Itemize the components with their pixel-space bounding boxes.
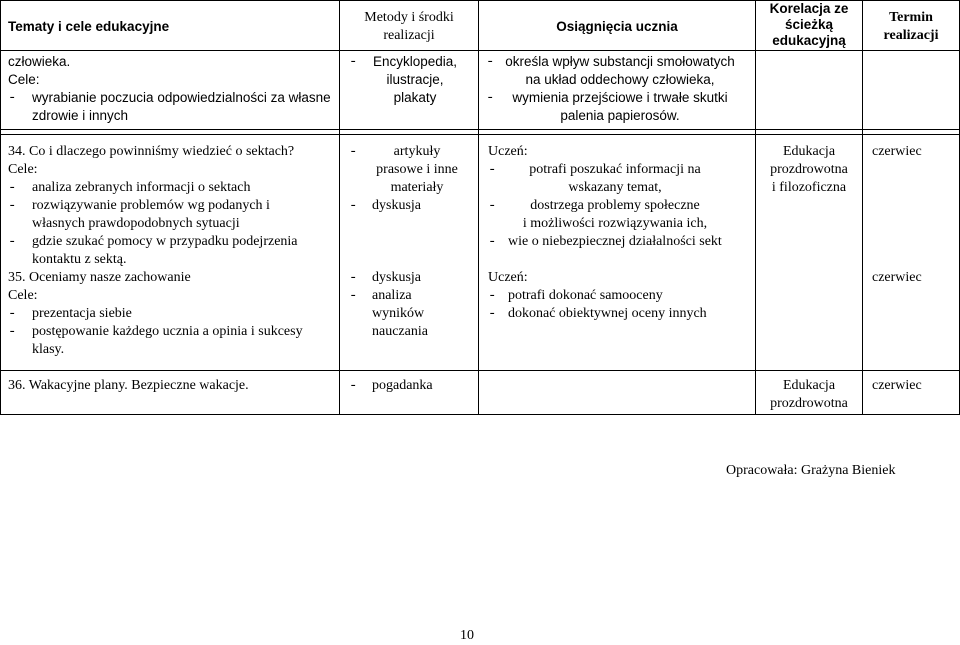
row2-a34-2-dash: - bbox=[488, 198, 497, 214]
row2-m34-4-dash: - bbox=[349, 198, 358, 214]
row2-m35-2-dash: - bbox=[349, 288, 358, 304]
row2-uczen35: Uczeń: bbox=[488, 270, 528, 285]
row2-m34-2: prasowe i inne bbox=[376, 162, 458, 177]
row1-method-line1: Encyklopedia, bbox=[372, 54, 458, 69]
row2-m35-1-dash: - bbox=[349, 270, 358, 286]
header-methods-line1: Metody i środki bbox=[364, 10, 454, 25]
row2-g34-1-dash: - bbox=[8, 180, 17, 196]
col-border-4 bbox=[862, 0, 863, 415]
row1-goal1-line2: zdrowie i innych bbox=[32, 108, 129, 123]
row2-m34-block bbox=[362, 143, 472, 197]
row1-method-line2: ilustracje, bbox=[386, 72, 444, 87]
header-methods-line2: realizacji bbox=[383, 28, 435, 43]
row1-ach1-line2: na układ oddechowy człowieka, bbox=[525, 72, 715, 87]
row1-bottom-border-2 bbox=[0, 134, 960, 135]
header-achievements: Osiągnięcia ucznia bbox=[556, 19, 678, 34]
row1-ach2 bbox=[500, 89, 740, 125]
header-correlation-line2: ścieżką bbox=[784, 17, 834, 32]
header-correlation-line1: Korelacja ze bbox=[769, 1, 849, 16]
row3-kor-1: Edukacja bbox=[782, 378, 836, 393]
row2-m34-4: dyskusja bbox=[372, 198, 421, 213]
row3-method-dash: - bbox=[349, 378, 358, 394]
row2-g34-3b: kontaktu z sektą. bbox=[32, 252, 127, 267]
row3-topic36: 36. Wakacyjne plany. Bezpieczne wakacje. bbox=[8, 378, 249, 393]
row2-a34-1a: potrafi poszukać informacji na bbox=[529, 162, 701, 177]
row2-a34-2-block bbox=[500, 197, 730, 233]
row2-g35-2a: postępowanie każdego ucznia a opinia i sukcesy bbox=[32, 324, 303, 339]
row2-m35-1: dyskusja bbox=[372, 270, 421, 285]
col-border-1 bbox=[339, 0, 340, 415]
row1-method-line3: plakaty bbox=[393, 90, 437, 105]
row1-topic: człowieka. bbox=[8, 54, 71, 69]
row2-a34-1b: wskazany temat, bbox=[568, 180, 662, 195]
row3-method: pogadanka bbox=[372, 378, 433, 393]
row2-g35-2b: klasy. bbox=[32, 342, 65, 357]
row2-a35-1: potrafi dokonać samooceny bbox=[508, 288, 663, 303]
row2-a35-1-dash: - bbox=[488, 288, 497, 304]
row2-g34-2-dash: - bbox=[8, 198, 17, 214]
row1-ach1-line1: określa wpływ substancji smołowatych bbox=[505, 54, 735, 69]
row1-goal1-line1: wyrabianie poczucia odpowiedzialności za własne bbox=[32, 90, 331, 105]
table-bottom-border bbox=[0, 414, 960, 415]
header-term bbox=[863, 9, 959, 45]
row3-kor bbox=[756, 377, 862, 413]
row2-g35-2-dash: - bbox=[8, 324, 17, 340]
row2-a34-3: wie o niebezpiecznej działalności sekt bbox=[508, 234, 722, 249]
row2-m35-2: analiza bbox=[372, 288, 412, 303]
row2-g34-3a: gdzie szukać pomocy w przypadku podejrzenia bbox=[32, 234, 298, 249]
row1-ach2-line1: wymienia przejściowe i trwałe skutki bbox=[512, 90, 728, 105]
row1-method-dash: - bbox=[349, 54, 358, 70]
header-bottom-border bbox=[0, 50, 960, 51]
row1-method bbox=[360, 53, 470, 107]
row2-a34-1-dash: - bbox=[488, 162, 497, 178]
row2-m35-4: nauczania bbox=[372, 324, 428, 339]
row2-a35-2-dash: - bbox=[488, 306, 497, 322]
row1-ach2-dash: - bbox=[486, 90, 495, 106]
author-credit: Opracowała: Grażyna Bieniek bbox=[726, 463, 896, 478]
row2-kor34-3: i filozoficzna bbox=[771, 180, 847, 195]
row2-m34-1: artykuły bbox=[393, 144, 441, 159]
row2-topic35: 35. Oceniamy nasze zachowanie bbox=[8, 270, 191, 285]
row2-term34: czerwiec bbox=[872, 144, 922, 159]
row2-g35-1: prezentacja siebie bbox=[32, 306, 132, 321]
row1-ach1-dash: - bbox=[486, 54, 495, 70]
row2-bottom-border bbox=[0, 370, 960, 371]
col-border-3 bbox=[755, 0, 756, 415]
row2-g34-1: analiza zebranych informacji o sektach bbox=[32, 180, 251, 195]
row2-kor34-2: prozdrowotna bbox=[770, 162, 848, 177]
row1-goal1-dash: - bbox=[8, 90, 17, 106]
row2-a35-2: dokonać obiektywnej oceny innych bbox=[508, 306, 707, 321]
row1-ach1 bbox=[500, 53, 740, 89]
row2-kor34 bbox=[756, 143, 862, 197]
header-correlation-line3: edukacyjną bbox=[772, 33, 846, 48]
row2-g34-2b: własnych prawdopodobnych sytuacji bbox=[32, 216, 240, 231]
row2-g34-2a: rozwiązywanie problemów wg podanych i bbox=[32, 198, 270, 213]
row1-cele: Cele: bbox=[8, 72, 40, 87]
header-topics: Tematy i cele edukacyjne bbox=[8, 19, 170, 34]
row2-kor34-1: Edukacja bbox=[782, 144, 836, 159]
row2-topic34: 34. Co i dlaczego powinniśmy wiedzieć o sektach? bbox=[8, 144, 295, 159]
col-border-2 bbox=[478, 0, 479, 415]
row2-uczen34: Uczeń: bbox=[488, 144, 528, 159]
header-term-line2: realizacji bbox=[883, 28, 939, 43]
row2-term35: czerwiec bbox=[872, 270, 922, 285]
row3-kor-2: prozdrowotna bbox=[770, 396, 848, 411]
row2-a34-2b: i możliwości rozwiązywania ich, bbox=[522, 216, 708, 231]
row2-g34-3-dash: - bbox=[8, 234, 17, 250]
row2-a34-1-block bbox=[500, 161, 730, 197]
row1-bottom-border bbox=[0, 129, 960, 130]
row2-cele35: Cele: bbox=[8, 288, 38, 303]
row2-a34-3-dash: - bbox=[488, 234, 497, 250]
page-number: 10 bbox=[460, 628, 474, 643]
row1-ach2-line2: palenia papierosów. bbox=[560, 108, 680, 123]
header-methods bbox=[340, 9, 478, 45]
row2-a34-2a: dostrzega problemy społeczne bbox=[530, 198, 700, 213]
header-term-line1: Termin bbox=[889, 10, 933, 25]
row2-g35-1-dash: - bbox=[8, 306, 17, 322]
col-border-0 bbox=[0, 0, 1, 415]
header-correlation bbox=[756, 1, 862, 49]
row2-cele34: Cele: bbox=[8, 162, 38, 177]
row2-m34-3: materiały bbox=[390, 180, 444, 195]
row2-m34-1-dash: - bbox=[349, 144, 358, 160]
row2-m35-3: wyników bbox=[372, 306, 425, 321]
row3-term: czerwiec bbox=[872, 378, 922, 393]
